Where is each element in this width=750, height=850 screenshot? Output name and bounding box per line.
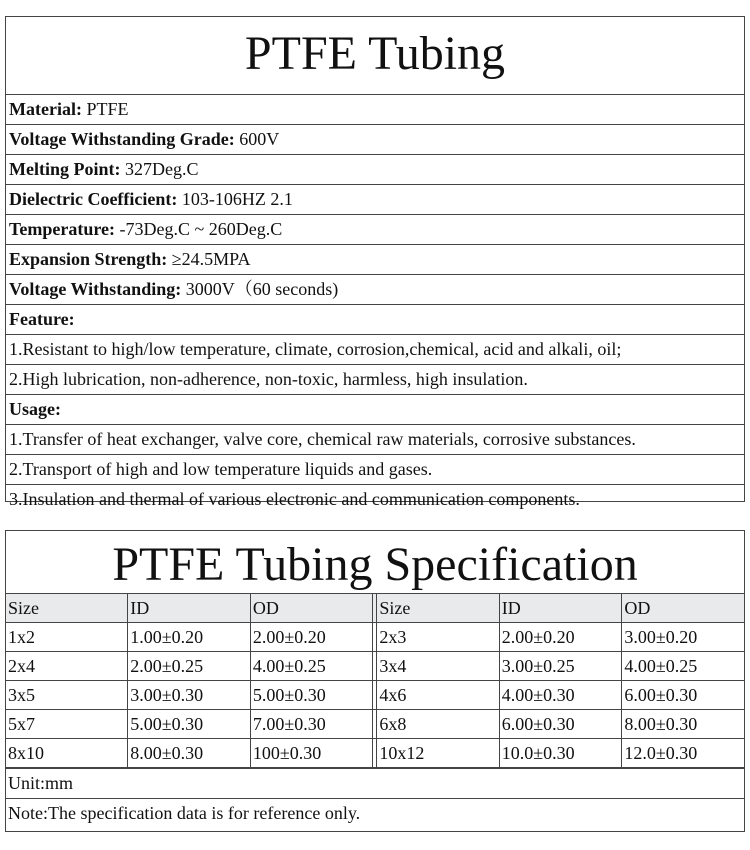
property-label: Expansion Strength: (9, 249, 168, 269)
table-cell: 4.00±0.30 (499, 681, 622, 710)
property-value: 600V (234, 129, 280, 149)
usage-item: 1.Transfer of heat exchanger, valve core, chemical raw materials, corrosive substances. (6, 425, 744, 455)
header-cell: ID (499, 594, 622, 623)
table-row (6, 739, 745, 768)
table-cell: 5x7 (6, 710, 128, 739)
header-cell: OD (622, 594, 745, 623)
unit-note: Unit:mm (6, 768, 744, 798)
feature-item: 2.High lubrication, non-adherence, non-toxic, harmless, high insulation. (6, 365, 744, 395)
table-cell: 2.00±0.20 (499, 623, 622, 652)
specification-title: PTFE Tubing Specification (112, 538, 638, 591)
table-cell: 6.00±0.30 (622, 681, 745, 710)
table-cell: 1x2 (6, 623, 128, 652)
table-row (6, 623, 745, 652)
table-cell: 8x10 (6, 739, 128, 768)
usage-item: 2.Transport of high and low temperature liquids and gases. (6, 455, 744, 485)
usage-heading-text: Usage: (9, 399, 61, 419)
table-cell: 7.00±0.30 (250, 710, 373, 739)
table-cell: 3.00±0.20 (622, 623, 745, 652)
reference-note: Note:The specification data is for reference only. (6, 798, 744, 828)
property-value: 103-106HZ 2.1 (177, 189, 293, 209)
feature-heading-text: Feature: (9, 309, 75, 329)
table-cell: 2.00±0.25 (128, 652, 251, 681)
property-label: Voltage Withstanding: (9, 279, 182, 299)
table-cell: 3.00±0.30 (128, 681, 251, 710)
table-cell: 8.00±0.30 (128, 739, 251, 768)
property-row-dielectric (6, 185, 744, 215)
table-cell: 8.00±0.30 (622, 710, 745, 739)
header-cell: OD (250, 594, 373, 623)
table-cell: 1.00±0.20 (128, 623, 251, 652)
properties-title: PTFE Tubing (6, 17, 744, 95)
table-cell: 2x3 (377, 623, 499, 652)
table-cell: 3x5 (6, 681, 128, 710)
table-cell: 5.00±0.30 (128, 710, 251, 739)
table-cell: 3x4 (377, 652, 499, 681)
table-header-row (6, 594, 745, 623)
table-cell: 3.00±0.25 (499, 652, 622, 681)
property-label: Temperature: (9, 219, 115, 239)
header-cell: Size (6, 594, 128, 623)
table-row (6, 652, 745, 681)
properties-box (5, 16, 745, 509)
feature-heading (6, 305, 744, 335)
property-value: ≥24.5MPA (167, 249, 251, 269)
table-cell: 10x12 (377, 739, 499, 768)
table-cell: 100±0.30 (250, 739, 373, 768)
property-label: Dielectric Coefficient: (9, 189, 178, 209)
property-row-voltage-withstanding (6, 275, 744, 305)
property-row-voltage-grade (6, 125, 744, 155)
header-cell: Size (377, 594, 499, 623)
table-cell: 6x8 (377, 710, 499, 739)
table-row (6, 681, 745, 710)
property-label: Melting Point: (9, 159, 121, 179)
property-value: 327Deg.C (120, 159, 199, 179)
property-row-expansion (6, 245, 744, 275)
property-value: PTFE (81, 99, 129, 119)
table-cell: 4.00±0.25 (250, 652, 373, 681)
table-row (6, 710, 745, 739)
table-cell: 10.0±0.30 (499, 739, 622, 768)
specification-box (5, 530, 745, 832)
table-cell: 12.0±0.30 (622, 739, 745, 768)
usage-heading (6, 395, 744, 425)
property-row-melting-point (6, 155, 744, 185)
header-cell: ID (128, 594, 251, 623)
table-cell: 2.00±0.20 (250, 623, 373, 652)
table-cell: 6.00±0.30 (499, 710, 622, 739)
property-row-temperature (6, 215, 744, 245)
property-row-material (6, 95, 744, 125)
table-cell: 5.00±0.30 (250, 681, 373, 710)
property-value: 3000V（60 seconds) (181, 279, 339, 299)
property-label: Material: (9, 99, 82, 119)
property-value: -73Deg.C ~ 260Deg.C (114, 219, 283, 239)
feature-item: 1.Resistant to high/low temperature, climate, corrosion,chemical, acid and alkali, oil; (6, 335, 744, 365)
table-cell: 2x4 (6, 652, 128, 681)
table-cell: 4.00±0.25 (622, 652, 745, 681)
property-label: Voltage Withstanding Grade: (9, 129, 235, 149)
specification-table (5, 593, 745, 768)
table-cell: 4x6 (377, 681, 499, 710)
usage-item: 3.Insulation and thermal of various electronic and communication components. (9, 489, 580, 509)
